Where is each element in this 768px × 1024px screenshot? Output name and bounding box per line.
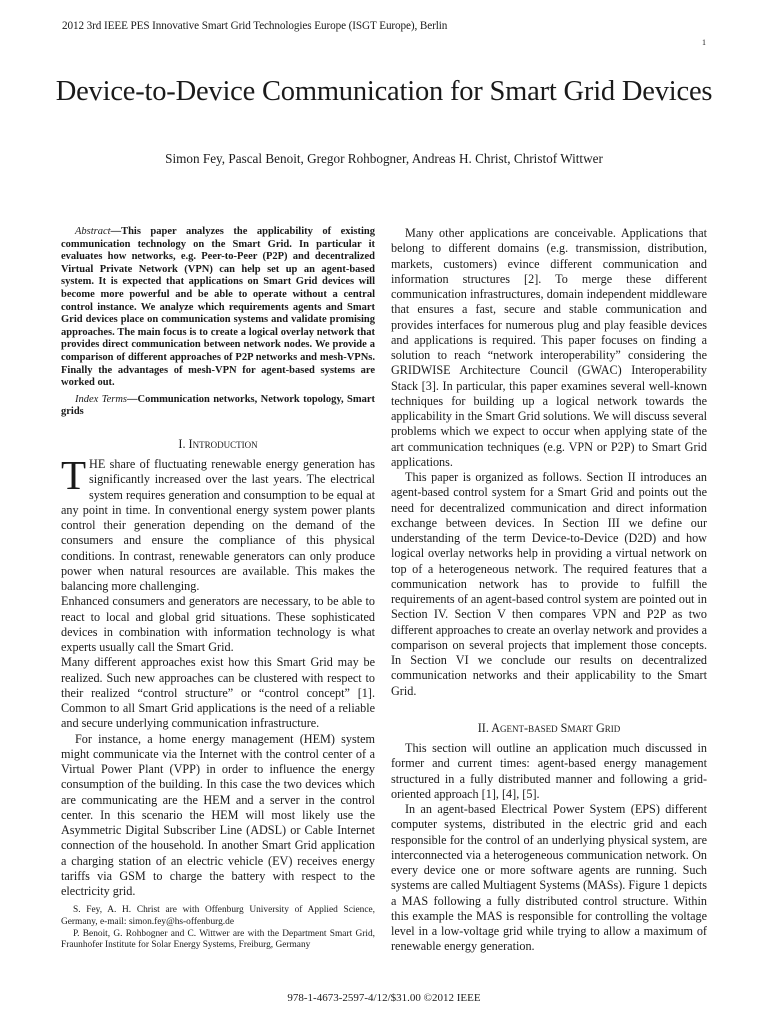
page-number: 1 xyxy=(702,38,706,47)
agent-paragraph-1: This section will outline an application much discussed in former and current times: agent-based energy management structured in a fully distributed manner and following a grid-oriented approach [1], [4], [5]. xyxy=(391,741,707,801)
intro-paragraph-3: Many different approaches exist how this Smart Grid may be realized. Such new approaches can be clustered with respect to their realized “control structure” or “control concept” [1]. Common to all Smart Grid applications is the need of a reliable and secure underlying communication infrastructure. xyxy=(61,655,375,731)
abstract xyxy=(61,226,375,390)
author-list: Simon Fey, Pascal Benoit, Gregor Rohbogner, Andreas H. Christ, Christof Wittwer xyxy=(165,151,603,166)
agent-paragraph-2: In an agent-based Electrical Power System (EPS) different computer systems, distributed in the electric grid and each responsible for the control of an underlying physical system, are interconnected via a heterogeneous communication network. On every device one or more software agents are running. Such systems are called Multiagent Systems (MASs). Figure 1 depicts a MAS following a fully distributed control structure. Within this example the MAS is responsible for controlling the voltage level in a low-voltage grid while trying to allow a maximum of renewable energy generation. xyxy=(391,802,707,954)
footnote-2: P. Benoit, G. Rohbogner and C. Wittwer are with the Department Smart Grid, Fraunhofer Institute for Solar Energy Systems, Freiburg, Germany xyxy=(61,928,375,951)
index-terms-text: —Communication networks, Network topology, Smart grids xyxy=(61,393,376,418)
right-paragraph-1: Many other applications are conceivable. Applications that belong to different domains (e.g. transmission, distribution, markets, customers) evince different communication and information structures [2]. To merge these different communication infrastructures, domain independent middleware that ensures a fast, secure and stable communication and provides interfaces for numerous plug and play feasible devices and applications is required. This paper focuses on finding a solution to reach “network interoperability” considering the GRIDWISE Architecture Council (GWAC) Interoperability Stack [3]. In particular, this paper examines several well-known techniques for building up a logical network towards the applicability in the Smart Grid solutions. We will discuss several problems which we expect to occur when applying state of the art communication techniques (e.g. VPN or P2P) to Smart Grid applications. xyxy=(391,226,707,469)
drop-cap: T xyxy=(61,452,87,499)
left-column xyxy=(61,226,375,952)
index-terms-lead: Index Terms xyxy=(75,393,127,405)
intro-paragraph-1 xyxy=(61,452,375,594)
copyright-footer: 978-1-4673-2597-4/12/$31.00 ©2012 IEEE xyxy=(287,992,481,1004)
conference-header: 2012 3rd IEEE PES Innovative Smart Grid Technologies Europe (ISGT Europe), Berlin xyxy=(62,20,448,32)
intro-paragraph-1-text: HE share of fluctuating renewable energy generation has significantly increased over the last years. The electrical system requires generation and consumption to be equal at any point in time. In conventional energy system power plants control their generation depending on the demand of the consumers and ensure the compliance of this physical conditions. In contrast, renewable generators can only produce power when natural resources are available. This makes the balancing more challenging. xyxy=(61,457,375,594)
index-terms xyxy=(61,394,375,419)
intro-paragraph-4: For instance, a home energy management (HEM) system might communicate via the Internet with the control center of a Virtual Power Plant (VPP) in order to influence the energy consumption of the building. In this case the two devices which are communicating are the HEM and a server in the control center. In this scenario the HEM will most likely use the Asymmetric Digital Subscriber Line (ADSL) or Cable Internet connection of the household. In another Smart Grid application a charging station of an electric vehicle (EV) receives energy tariffs via GSM to charge the battery with respect to the electricity grid. xyxy=(61,731,375,899)
section-heading-agent-based: II. Agent-based Smart Grid xyxy=(477,720,621,735)
right-paragraph-2: This paper is organized as follows. Section II introduces an agent-based control system for a Smart Grid and points out the need for decentralized communication and direct information exchange between devices. In Section III we define our understanding of the term Device-to-Device (D2D) and how logical overlay networks help in providing a virtual network on top of a heterogeneous network. The required features that a communication network has to provide to fulfill the requirements of an agent-based control system are pointed out in Section IV. Section V then compares VPN and P2P as two different approaches to create an overlay network and provides a comparison on several projects that implement those concepts. In Section VI we conclude our results on decentralized communication networks and their applicability to the Smart Grid. xyxy=(391,470,707,698)
footnote-1: S. Fey, A. H. Christ are with Offenburg University of Applied Science, Germany, e-mail: simon.fey@hs-offenburg.de xyxy=(61,905,375,927)
paper-title: Device-to-Device Communication for Smart Grid Devices xyxy=(55,76,713,107)
section-heading-introduction: I. Introduction xyxy=(178,436,258,451)
abstract-lead: Abstract xyxy=(75,226,111,237)
intro-paragraph-2: Enhanced consumers and generators are necessary, to be able to react to local and global grid situations. These sophisticated devices in combination with information technology is what experts usually call the Smart Grid. xyxy=(61,594,375,655)
right-column xyxy=(391,226,707,955)
abstract-text: —This paper analyzes the applicability of existing communication technology on the Smart Grid. In particular it evaluates how networks, e.g. Peer-to-Peer (P2P) and decentralized Virtual Private Network (VPN) can help set up an agent-based system. It is expected that applications on Smart Grid devices will become more powerful and be able to operate without a central control instance. We analyze which requirements agents and Smart Grid devices place on communication systems and validate promising approaches. The main focus is to create a logical overlay network that provides direct communication between network nodes. We provide a comparison of different approaches of P2P networks and mesh-VPNs. Finally the advantages of mesh-VPN for agent-based systems are worked out. xyxy=(61,226,375,389)
